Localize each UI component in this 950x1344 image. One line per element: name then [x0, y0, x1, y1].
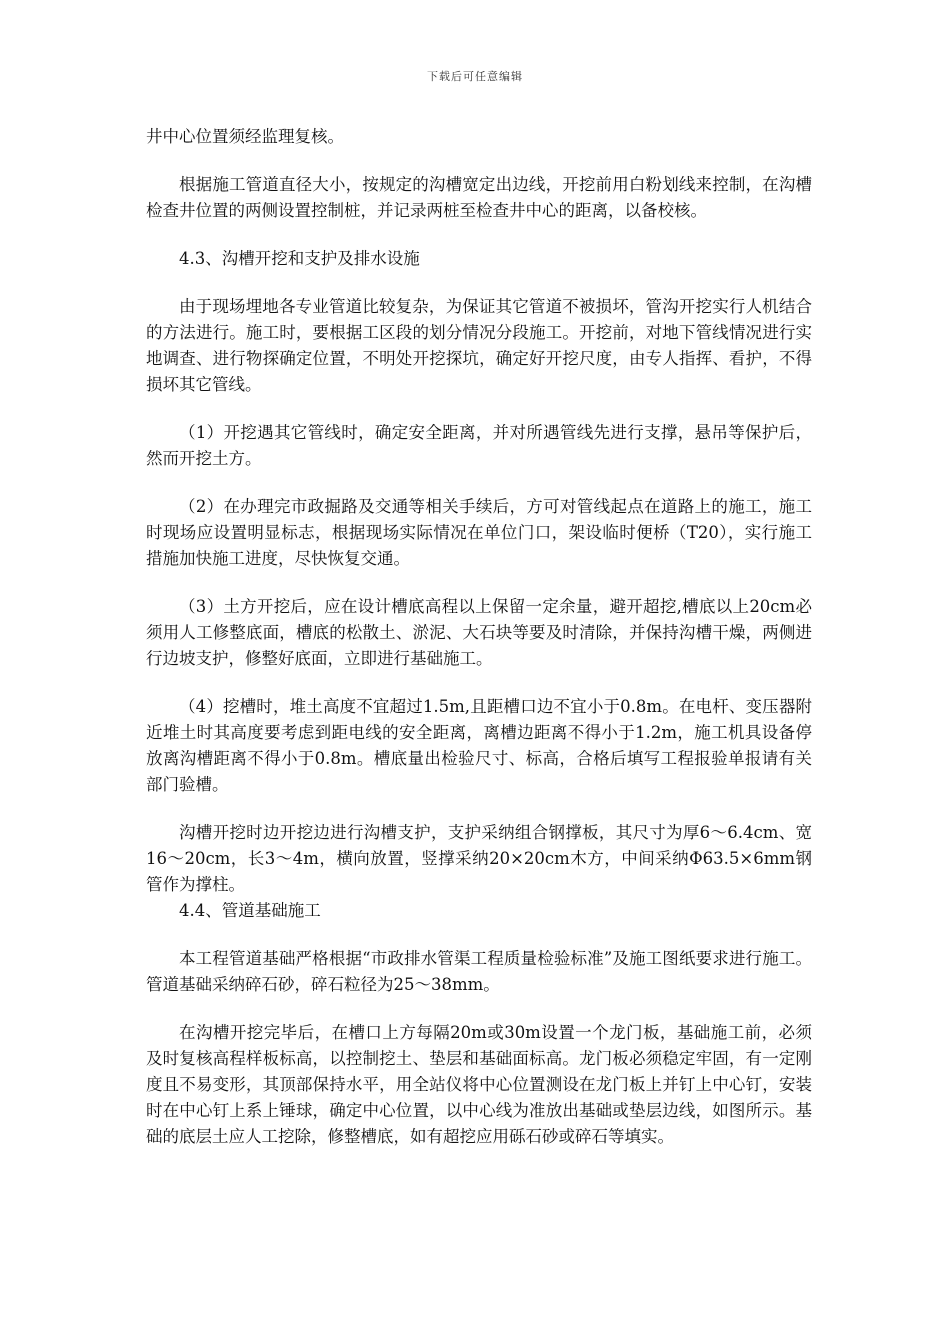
paragraph: 由于现场埋地各专业管道比较复杂，为保证其它管道不被损坏，管沟开挖实行人机结合的方法进行。施工时，要根据工区段的划分情况分段施工。开挖前，对地下管线情况进行实地调查、进行物探确定位置，不明处开挖探坑，确定好开挖尺度，由专人指挥、看护，不得损坏其它管线。 [146, 297, 812, 394]
paragraph: （4）挖槽时，堆土高度不宜超过1.5m,且距槽口边不宜小于0.8m。在电杆、变压器附近堆土时其高度要考虑到距电线的安全距离，离槽边距离不得小于1.2m，施工机具设备停放离沟槽距离不得小于0.8m。槽底量出检验尺寸、标高，合格后填写工程报验单报请有关部门验槽。 [146, 697, 812, 794]
document-body [146, 124, 812, 1172]
header-note: 下载后可任意编辑 [427, 70, 523, 83]
paragraph: 根据施工管道直径大小，按规定的沟槽宽定出边线，开挖前用白粉划线来控制，在沟槽检查井位置的两侧设置控制桩，并记录两桩至检查井中心的距离，以备校核。 [146, 175, 812, 220]
paragraph: （1）开挖遇其它管线时，确定安全距离，并对所遇管线先进行支撑，悬吊等保护后，然而开挖土方。 [146, 423, 812, 468]
paragraph: 沟槽开挖时边开挖边进行沟槽支护，支护采纳组合钢撑板，其尺寸为厚6～6.4cm、宽16～20cm，长3～4m，横向放置，竖撑采纳20×20cm木方，中间采纳Φ63.5×6mm钢管作为撑柱。 [146, 823, 812, 894]
paragraph: 本工程管道基础严格根据“市政排水管渠工程质量检验标准”及施工图纸要求进行施工。管道基础采纳碎石砂，碎石粒径为25～38mm。 [146, 949, 812, 994]
paragraph: 井中心位置须经监理复核。 [146, 127, 344, 146]
paragraph: （2）在办理完市政掘路及交通等相关手续后，方可对管线起点在道路上的施工，施工时现场应设置明显标志，根据现场实际情况在单位门口，架设临时便桥（T20），实行施工措施加快施工进度，尽快恢复交通。 [146, 497, 812, 568]
paragraph: （3）土方开挖后，应在设计槽底高程以上保留一定余量，避开超挖,槽底以上20cm必须用人工修整底面，槽底的松散土、淤泥、大石块等要及时清除，并保持沟槽干燥，两侧进行边坡支护，修整好底面，立即进行基础施工。 [146, 597, 812, 668]
section-heading: 4.4、管道基础施工 [179, 901, 321, 920]
section-heading: 4.3、沟槽开挖和支护及排水设施 [179, 249, 420, 268]
paragraph: 在沟槽开挖完毕后，在槽口上方每隔20m或30m设置一个龙门板，基础施工前，必须及时复核高程样板标高，以控制挖土、垫层和基础面标高。龙门板必须稳定牢固，有一定刚度且不易变形，其顶部保持水平，用全站仪将中心位置测设在龙门板上并钉上中心钉，安装时在中心钉上系上锤球，确定中心位置，以中心线为准放出基础或垫层边线，如图所示。基础的底层土应人工挖除，修整槽底，如有超挖应用砾石砂或碎石等填实。 [146, 1023, 812, 1146]
